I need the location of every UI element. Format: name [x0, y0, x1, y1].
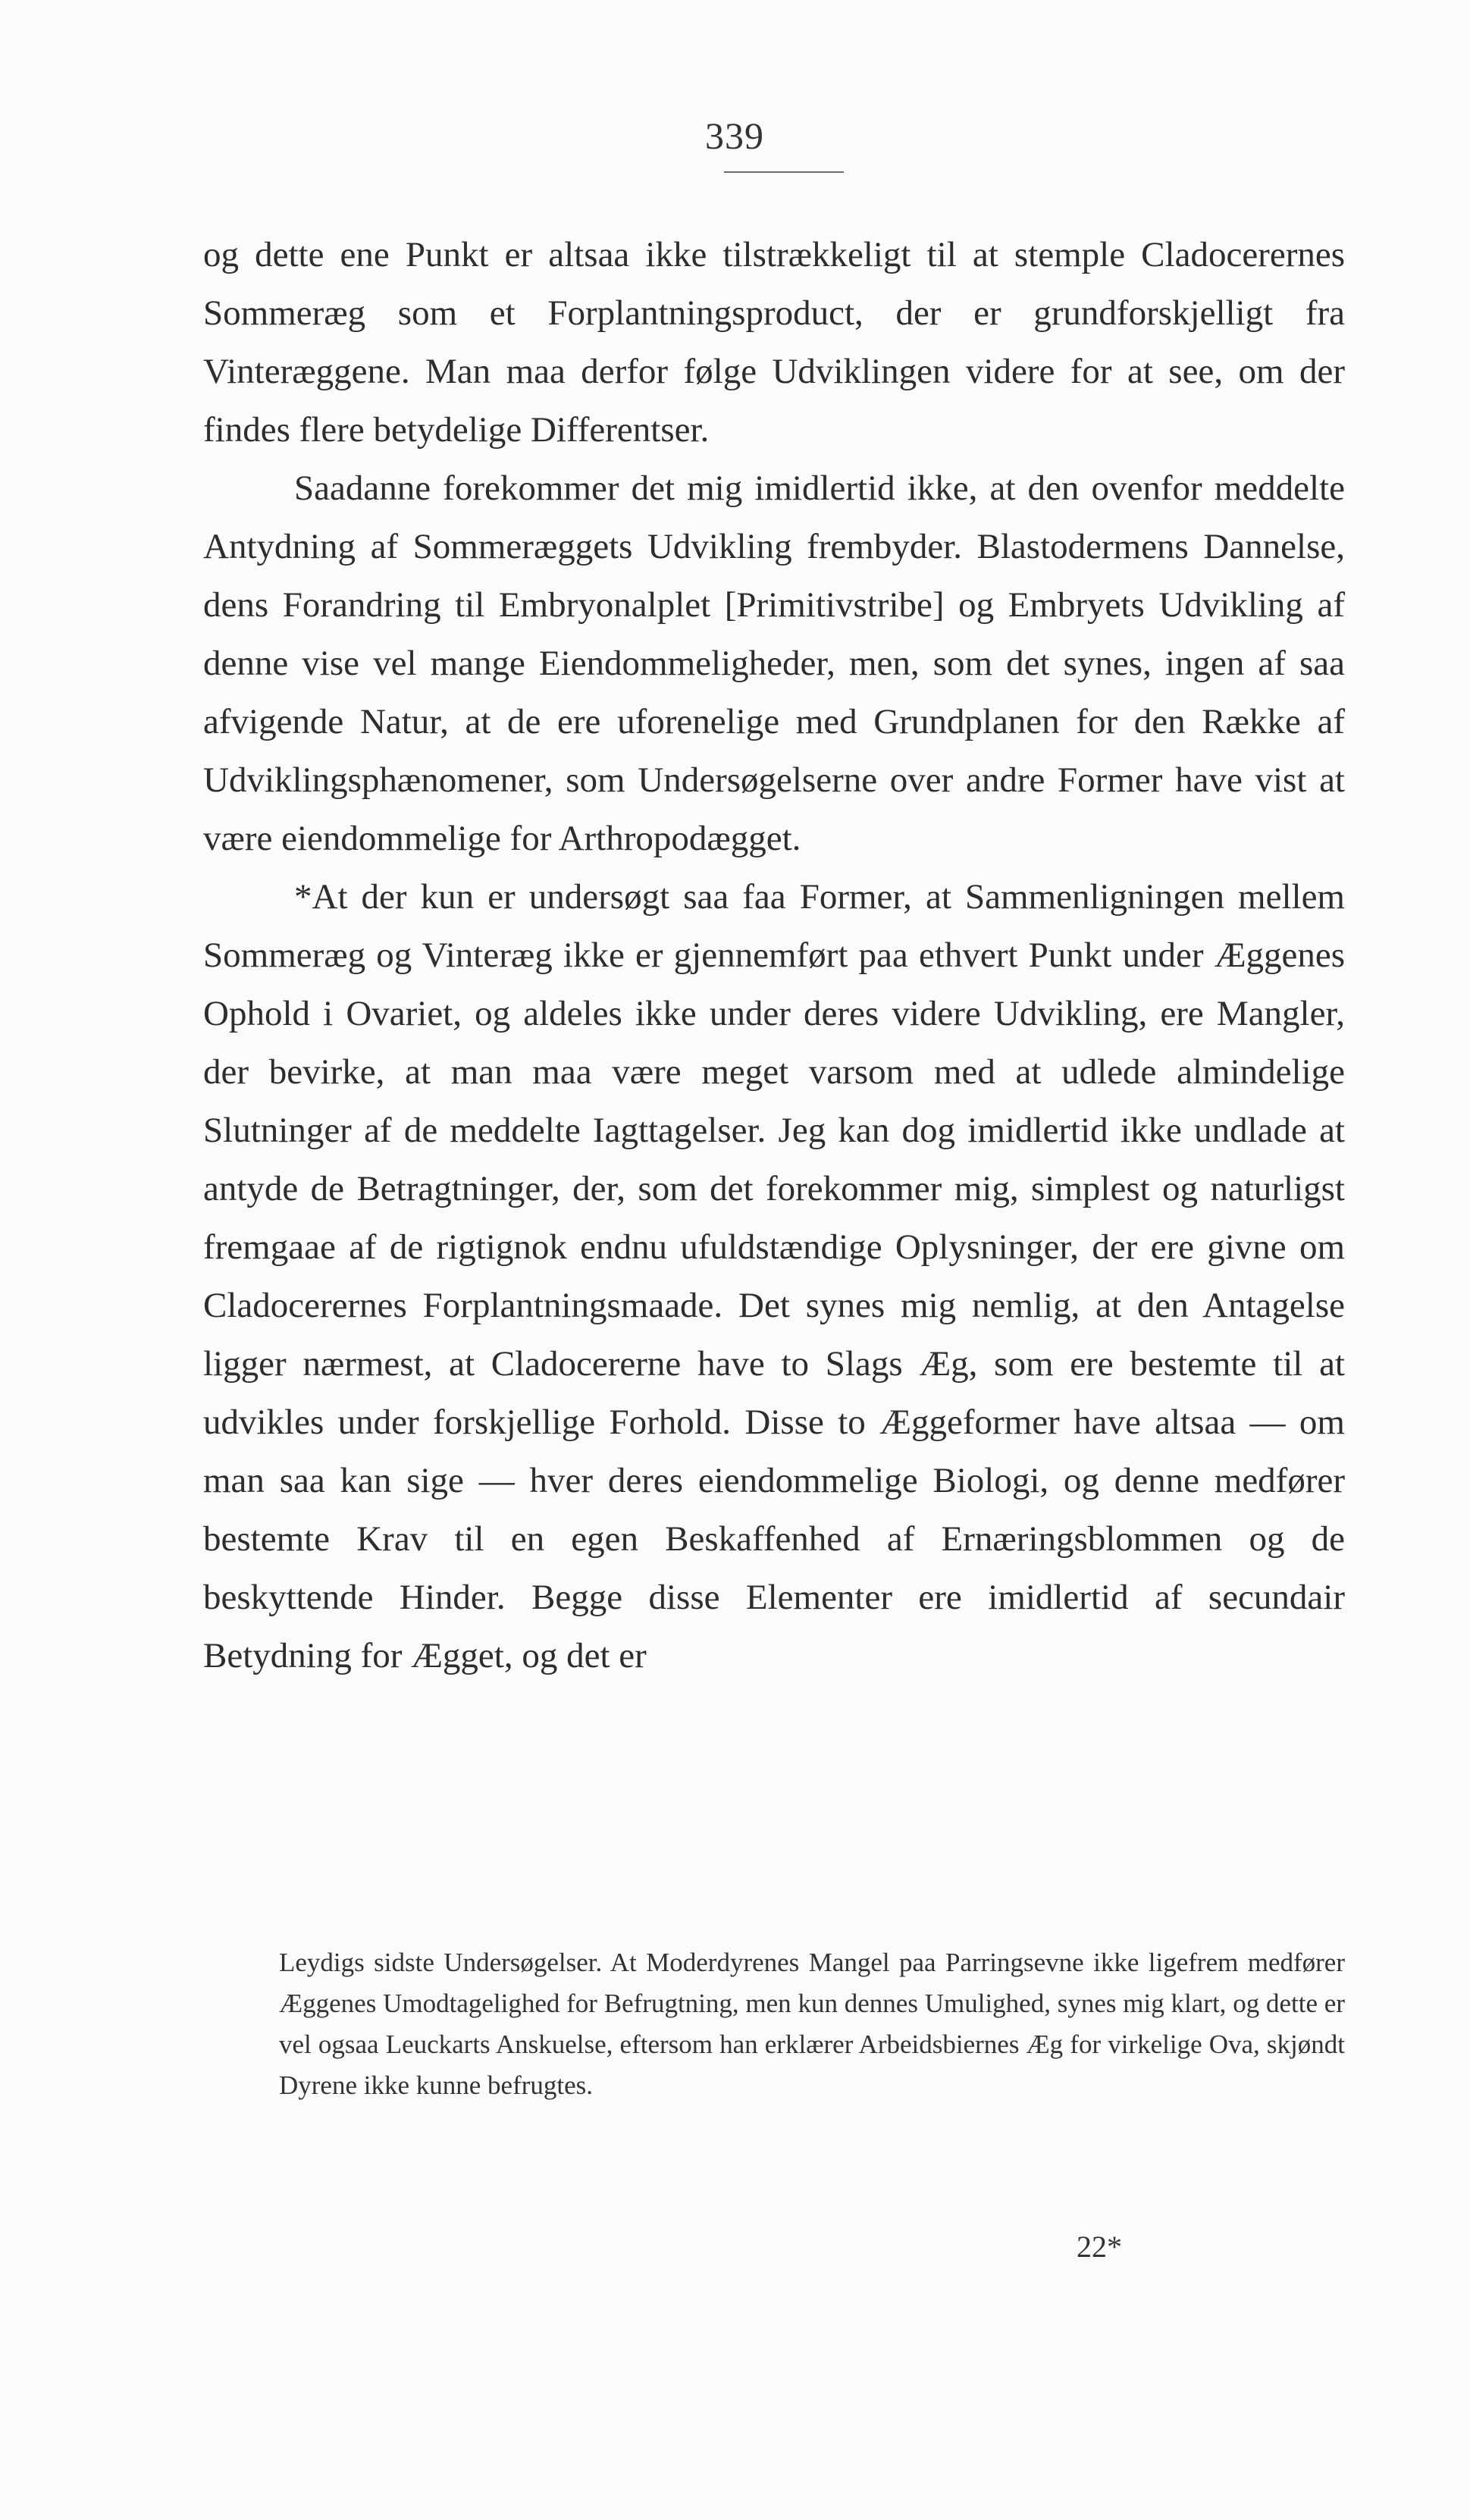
header-rule [724, 171, 844, 173]
signature-mark: 22* [1077, 2230, 1122, 2264]
paragraph-2: Saadanne forekommer det mig imidlertid ikke, at den ovenfor meddelte Antydning af Sommeræggets Udvikling frembyder. Blastodermens Dannelse, dens Forandring til Embryonalplet [Primitivstribe] og Embryets Udvikling af denne vise vel mange Eiendommeligheder, men, som det synes, ingen af saa afvigende Natur, at de ere uforenelige med Grundplanen for den Række af Udviklingsphænomener, som Undersøgelserne over andre Former have vist at være eiendommelige for Arthropodægget. [203, 469, 1345, 858]
footnote-text: Leydigs sidste Undersøgelser. At Moderdyrenes Mangel paa Parringsevne ikke ligefrem medfører Æggenes Umodtagelighed for Befrugtning, men kun dennes Umulighed, synes mig klart, og dette er vel ogsaa Leuckarts Anskuelse, eftersom han erklærer Arbeidsbiernes Æg for virkelige Ova, skjøndt Dyrene ikke kunne befrugtes. [279, 1948, 1345, 2100]
paragraph-1: og dette ene Punkt er altsaa ikke tilstrækkeligt til at stemple Cladocerernes Sommeræg som et Forplantningsproduct, der er grundforskjelligt fra Vinteræggene. Man maa derfor følge Udviklingen videre for at see, om der findes flere betydelige Differentser. [203, 235, 1345, 450]
footnote [279, 1942, 1345, 2106]
paragraph-3: *At der kun er undersøgt saa faa Former, at Sammenligningen mellem Sommeræg og Vinteræg ikke er gjennemført paa ethvert Punkt under Æggenes Ophold i Ovariet, og aldeles ikke under deres videre Udvikling, ere Mangler, der bevirke, at man maa være meget varsom med at udlede almindelige Slutninger af de meddelte Iagttagelser. Jeg kan dog imidlertid ikke undlade at antyde de Betragtninger, der, som det forekommer mig, simplest og naturligst fremgaae af de rigtignok endnu ufuldstændige Oplysninger, der ere givne om Cladocerernes Forplantningsmaade. Det synes mig nemlig, at den Antagelse ligger nærmest, at Cladocererne have to Slags Æg, som ere bestemte til at udvikles under forskjellige Forhold. Disse to Æggeformer have altsaa — om man saa kan sige — hver deres eiendommelige Biologi, og denne medfører bestemte Krav til en egen Beskaffenhed af Ernæringsblommen og de beskyttende Hinder. Begge disse Elementer ere imidlertid af secundair Betydning for Ægget, og det er [203, 877, 1345, 1675]
body-text [203, 226, 1345, 1685]
page-number: 339 [705, 114, 764, 157]
